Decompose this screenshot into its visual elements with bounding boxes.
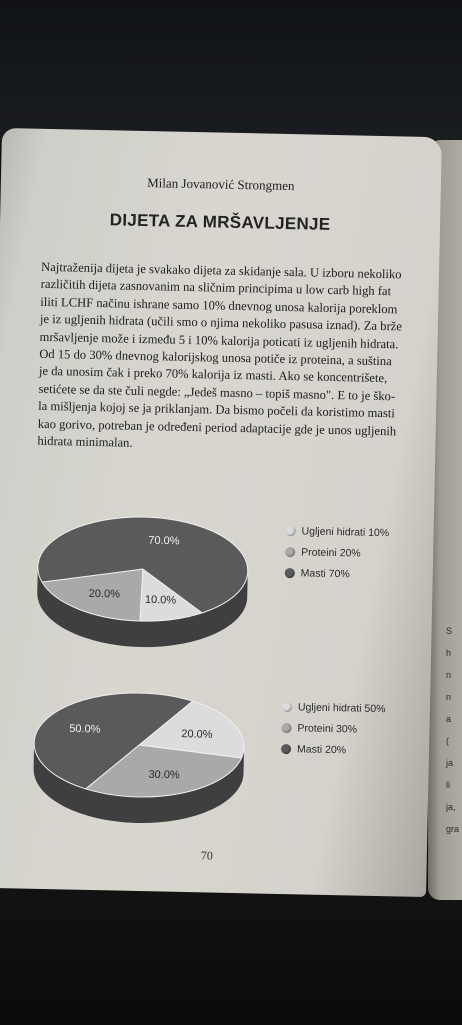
pie-chart-2-svg [27,677,270,842]
body-paragraph [37,259,411,458]
legend-item-protein [281,717,385,740]
pie-chart-1-svg [31,501,274,666]
data-label-fat: 70.0% [148,534,180,548]
data-label-fat: 50.0% [69,722,101,736]
data-label-carbs: 10.0% [144,593,177,607]
book-page [0,128,442,897]
legend-swatch-protein [285,547,295,557]
fragment: S [446,626,453,636]
legend-swatch-carbs [286,526,296,536]
data-label-protein: 20.0% [88,587,121,601]
data-label-carbs: 20.0% [181,728,213,741]
next-page-text-fragments [446,620,459,840]
page-title: DIJETA ZA MRŠAVLJENJE [109,210,331,234]
background-top [0,0,462,140]
chart-1-legend [285,520,390,585]
body-line: hidrata minimalan. [37,433,133,450]
legend-swatch-carbs [282,701,292,711]
body-line: setićete se da ste čuli negde: „Jedeš masno – topiš masno". E to je ško- [38,381,396,404]
legend-label: Masti 20% [296,742,347,756]
pie-chart-1 [31,501,394,669]
body-line: Od 15 do 30% dnevnog kalorijskog unosa potiče iz proteina, a suština [39,346,392,369]
body-line: je iz ugljenih hidrata (učili smo o njima nekoliko pasusa iznad). Za brže [39,312,403,334]
legend-item-fat [281,738,385,761]
body-line: la mišljenja kojoj se ja priklanjam. Da bismo počeli da koristimo masti [38,399,396,421]
legend-swatch-protein [281,722,291,732]
fragment: n [446,692,452,702]
body-line: iliti LCHF načinu ishrane samo 10% dnevnog unosa kalorija poreklom [40,294,398,317]
fragment: ( [446,736,449,746]
legend-label: Proteini 20% [301,545,361,560]
body-line: mršavljenje može i između 5 i 10% kalorija poticati iz ugljenih hidrata. [39,329,399,351]
fragment: gra [446,824,460,834]
running-header: Milan Jovanović Strongmen [147,175,295,194]
data-label-protein: 30.0% [148,768,180,782]
legend-label: Proteini 30% [297,721,358,736]
fragment: h [446,648,452,658]
fragment: ja, [446,802,456,812]
body-line: Najtraženija dijeta je svakako dijeta za skidanje sala. U izboru nekoliko [40,259,402,282]
legend-label: Masti 70% [300,566,350,580]
fragment: ja [446,758,454,768]
legend-item-carbs [285,520,389,543]
fragment: a [446,714,452,724]
legend-item-protein [285,541,389,564]
pie-chart-2 [27,677,390,845]
body-line: različitih dijeta zasnovanim na sličnim principima u low carb high fat [40,277,392,299]
chart-2-legend [281,696,386,761]
legend-item-fat [285,562,389,585]
fragment: n [446,670,452,680]
legend-swatch-fat [285,568,295,578]
legend-item-carbs [282,696,386,719]
page-number: 70 [200,848,213,863]
body-line: je da unosim čak i preko 70% kalorija iz masti. Ako se koncentrišete, [38,364,388,386]
legend-label: Ugljeni hidrati 50% [297,700,386,715]
legend-swatch-fat [281,743,291,753]
body-line: kao gorivo, potreban je određeni period adaptacije gde je unos ugljenih [37,416,397,438]
fragment: li [446,780,450,790]
legend-label: Ugljeni hidrati 10% [301,524,390,539]
